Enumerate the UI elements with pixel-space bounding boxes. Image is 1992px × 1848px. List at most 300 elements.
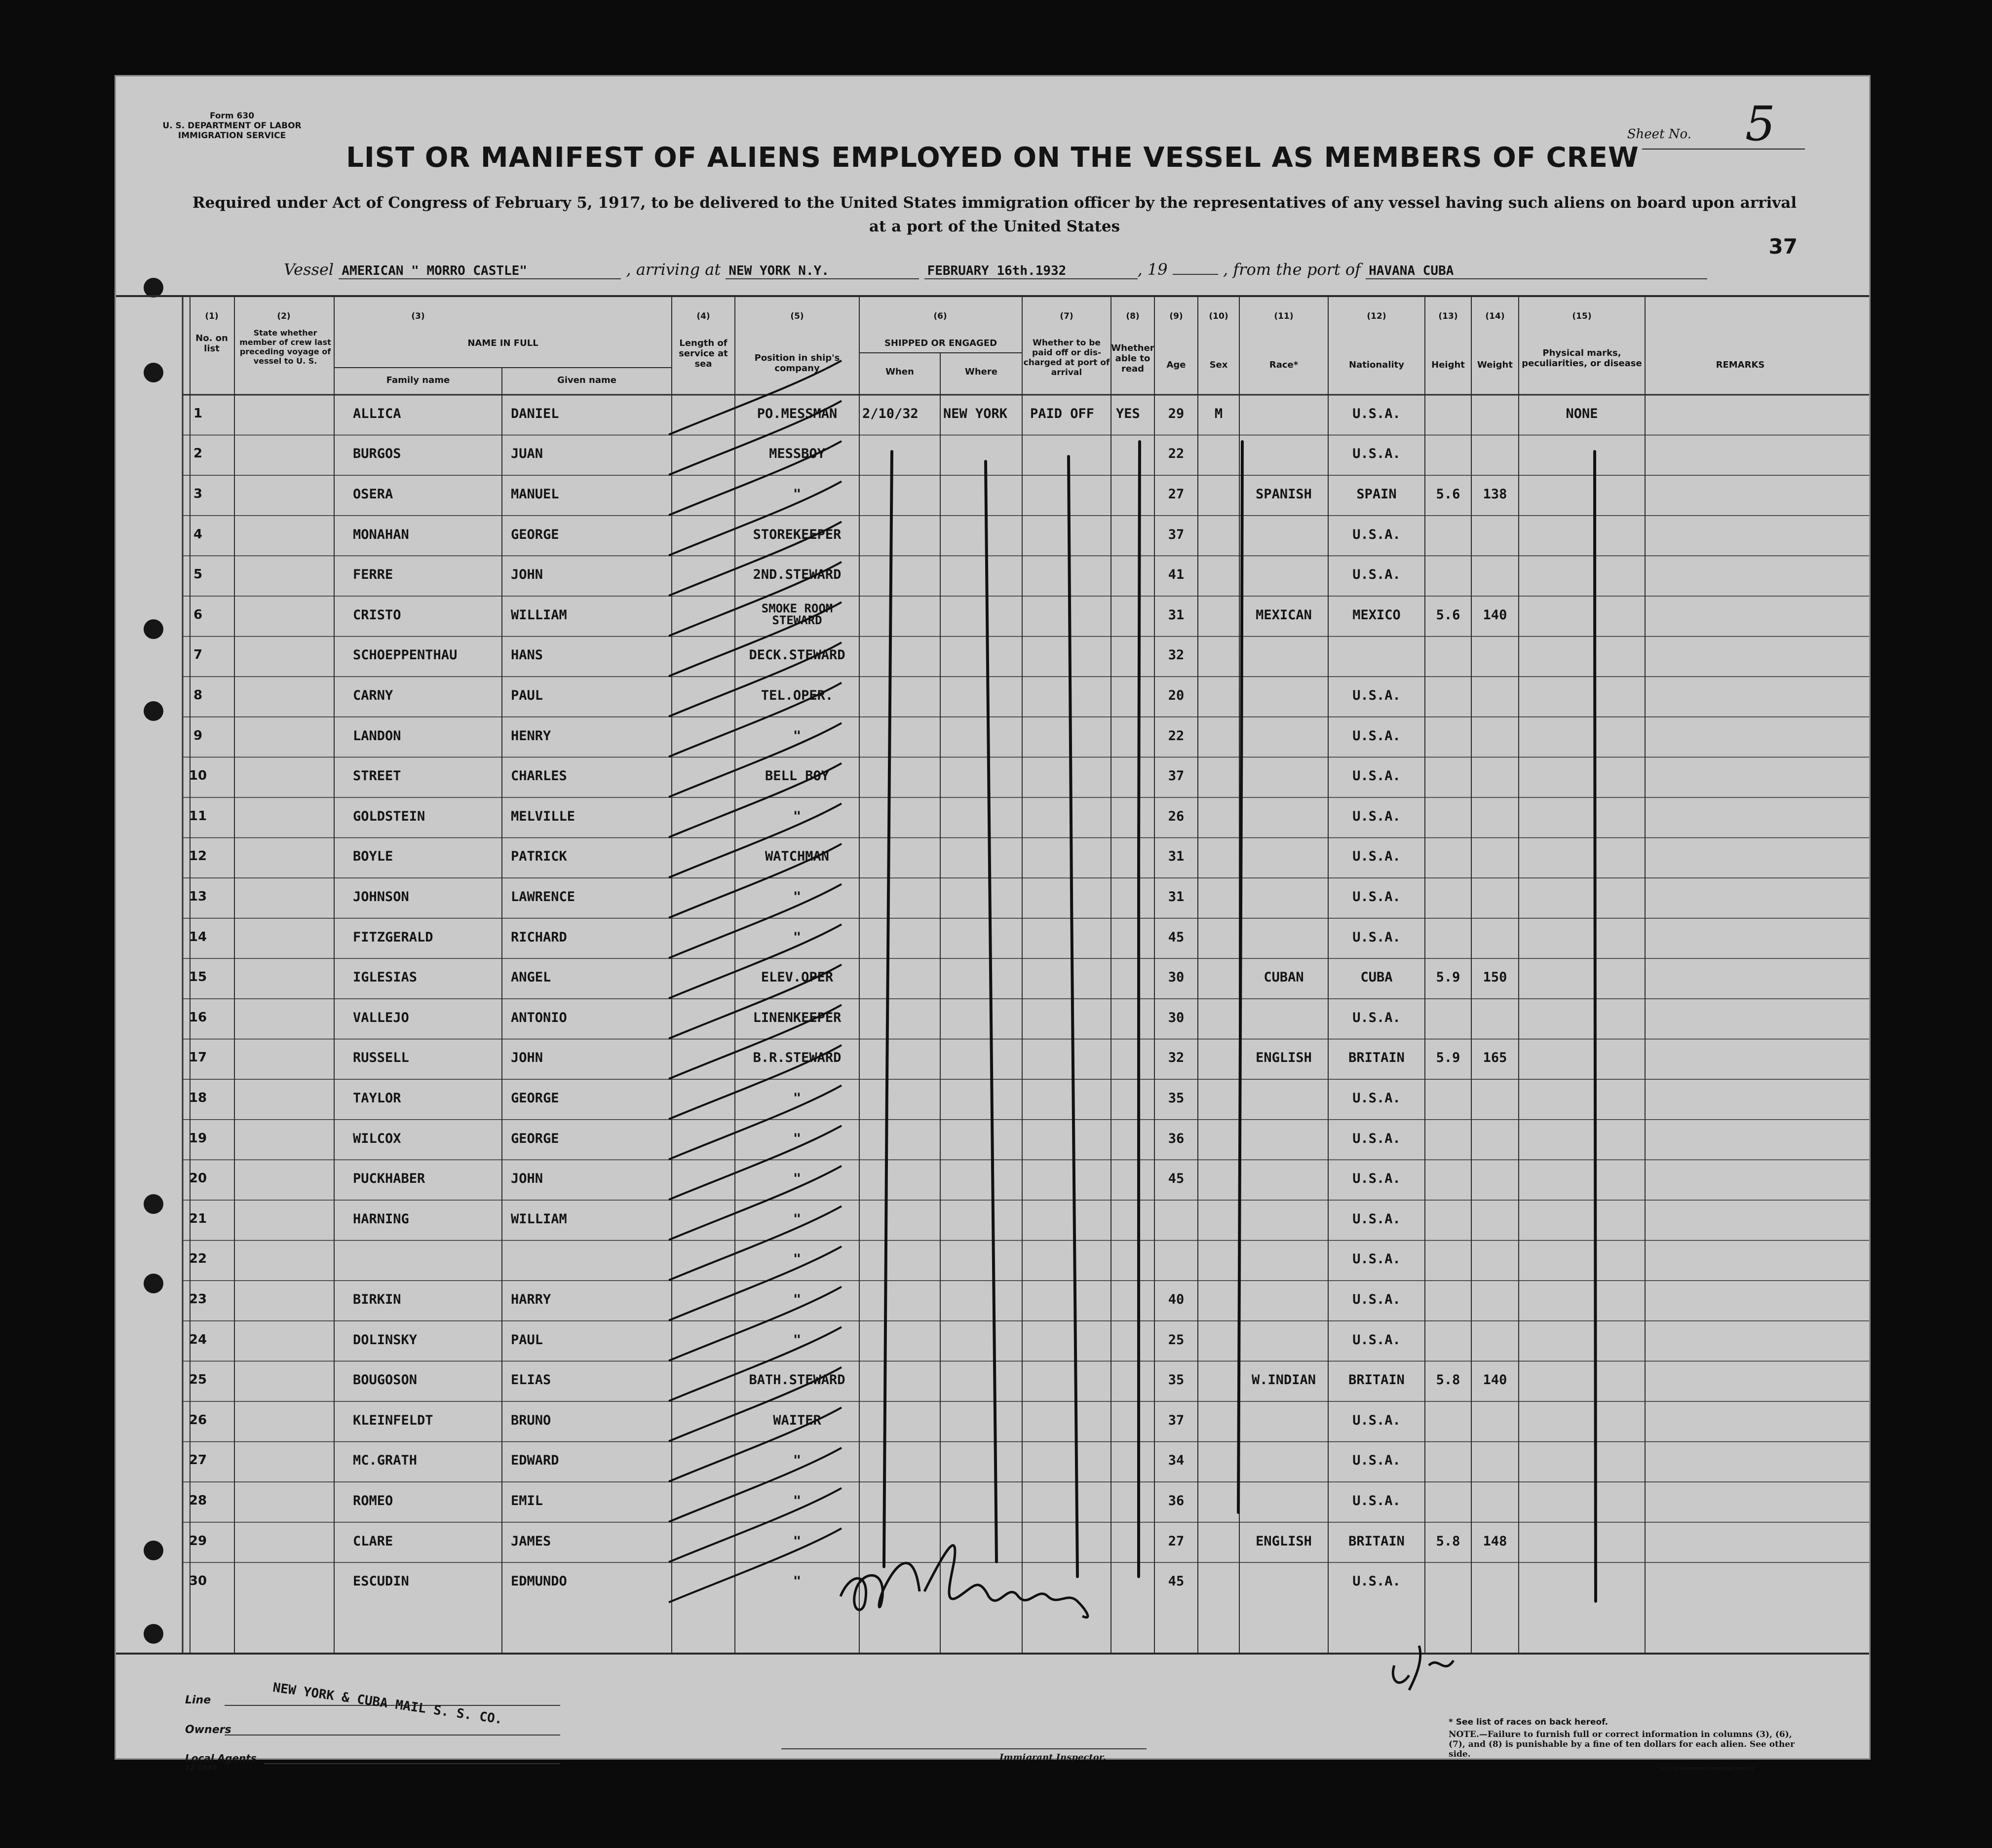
height-cell: 5.6 bbox=[1436, 607, 1460, 623]
row-number: 14 bbox=[189, 929, 207, 944]
row-number: 18 bbox=[189, 1091, 207, 1105]
given-name-cell: GEORGE bbox=[511, 1091, 559, 1106]
given-name-cell: MANUEL bbox=[511, 487, 559, 502]
age-cell: 27 bbox=[1168, 487, 1185, 502]
position-cell: 2ND.STEWARD bbox=[753, 567, 842, 583]
nationality-cell: U.S.A. bbox=[1352, 1574, 1401, 1589]
family-name-cell: MONAHAN bbox=[353, 527, 409, 542]
nationality-cell: U.S.A. bbox=[1352, 1010, 1401, 1025]
nationality-cell: BRITAIN bbox=[1348, 1372, 1405, 1388]
given-name-cell: PAUL bbox=[511, 1332, 543, 1348]
age-cell: 32 bbox=[1168, 1050, 1185, 1066]
service-slash-mark bbox=[669, 1327, 842, 1401]
family-name-cell: BURGOS bbox=[353, 446, 401, 462]
nationality-cell: U.S.A. bbox=[1352, 768, 1401, 784]
service-slash-mark bbox=[669, 1287, 842, 1361]
nationality-cell: U.S.A. bbox=[1352, 1453, 1401, 1469]
given-name-cell: CHARLES bbox=[511, 768, 567, 784]
sheet-number: 5 bbox=[1745, 96, 1775, 151]
nationality-cell: BRITAIN bbox=[1348, 1533, 1405, 1549]
inspector-label: Immigrant Inspector. bbox=[999, 1752, 1106, 1763]
service-slash-mark bbox=[669, 1528, 842, 1602]
age-cell: 25 bbox=[1168, 1332, 1185, 1348]
position-cell: " bbox=[793, 728, 802, 744]
header-weight: Weight bbox=[1477, 360, 1513, 370]
height-cell: 5.8 bbox=[1436, 1533, 1460, 1549]
nationality-cell: U.S.A. bbox=[1352, 1493, 1401, 1509]
family-name-cell: GOLDSTEIN bbox=[353, 808, 425, 824]
column-number: (5) bbox=[790, 311, 804, 321]
height-cell: 5.6 bbox=[1436, 487, 1460, 502]
vessel-label: Vessel bbox=[284, 260, 334, 279]
header-where: Where bbox=[965, 367, 997, 377]
age-cell: 35 bbox=[1168, 1091, 1185, 1106]
nationality-cell: U.S.A. bbox=[1352, 728, 1401, 744]
nationality-cell: U.S.A. bbox=[1352, 849, 1401, 865]
age-cell: 36 bbox=[1168, 1131, 1185, 1146]
service-slash-mark bbox=[669, 683, 842, 757]
age-cell: 31 bbox=[1168, 607, 1185, 623]
row-number: 6 bbox=[193, 607, 203, 622]
column-number: (11) bbox=[1274, 311, 1294, 321]
service-slash-mark bbox=[669, 1005, 842, 1079]
manifest-sheet bbox=[115, 75, 1871, 1772]
nationality-cell: SPAIN bbox=[1356, 487, 1397, 502]
manifest-title: LIST OR MANIFEST OF ALIENS EMPLOYED ON THE VESSEL AS MEMBERS OF CREW bbox=[346, 142, 1639, 174]
line-stamp: NEW YORK & CUBA MAIL S. S. CO. bbox=[271, 1680, 504, 1728]
row-number: 26 bbox=[189, 1412, 207, 1428]
row-number: 3 bbox=[193, 487, 203, 501]
age-cell: 29 bbox=[1168, 406, 1185, 421]
age-cell: 27 bbox=[1168, 1533, 1185, 1549]
ditto-line-marks bbox=[1595, 452, 1596, 1601]
nationality-cell: BRITAIN bbox=[1348, 1050, 1405, 1066]
age-cell: 32 bbox=[1168, 647, 1185, 663]
service-slash-mark bbox=[669, 1126, 842, 1200]
nationality-cell: U.S.A. bbox=[1352, 808, 1401, 824]
when-cell: 2/10/32 bbox=[862, 406, 919, 421]
length-of-service-slashes bbox=[669, 361, 842, 1602]
physical-marks-cell: NONE bbox=[1566, 406, 1598, 421]
nationality-cell: U.S.A. bbox=[1352, 688, 1401, 703]
position-cell: WAITER bbox=[773, 1412, 821, 1428]
family-name-cell: WILCOX bbox=[353, 1131, 401, 1146]
row-number: 28 bbox=[189, 1493, 207, 1508]
weight-cell: 165 bbox=[1483, 1050, 1507, 1066]
service-slash-mark bbox=[669, 1086, 842, 1160]
row-number: 8 bbox=[193, 688, 203, 703]
family-name-cell: MC.GRATH bbox=[353, 1453, 418, 1469]
family-name-cell: CARNY bbox=[353, 688, 393, 703]
row-number: 22 bbox=[189, 1251, 207, 1267]
family-name-cell: PUCKHABER bbox=[353, 1171, 425, 1187]
height-cell: 5.8 bbox=[1436, 1372, 1460, 1388]
given-name-cell: ANTONIO bbox=[511, 1010, 567, 1025]
age-cell: 37 bbox=[1168, 527, 1185, 542]
given-name-cell: HANS bbox=[511, 647, 543, 663]
row-number: 5 bbox=[193, 567, 203, 582]
position-cell: STOREKEEPER bbox=[753, 527, 842, 542]
age-cell: 22 bbox=[1168, 446, 1185, 462]
age-cell: 37 bbox=[1168, 768, 1185, 784]
position-cell: " bbox=[793, 1091, 802, 1106]
row-number: 16 bbox=[189, 1010, 207, 1025]
given-name-cell: MELVILLE bbox=[511, 808, 575, 824]
given-name-cell: LAWRENCE bbox=[511, 889, 575, 905]
where-cell: NEW YORK bbox=[943, 406, 1008, 421]
weight-cell: 148 bbox=[1483, 1533, 1507, 1549]
position-cell: " bbox=[793, 1171, 802, 1187]
age-cell: 40 bbox=[1168, 1292, 1185, 1307]
service-slash-mark bbox=[669, 723, 842, 797]
header-age: Age bbox=[1166, 360, 1186, 370]
header-position: Position in ship's company bbox=[754, 353, 840, 374]
service-slash-mark bbox=[669, 1166, 842, 1240]
column-number: (8) bbox=[1126, 311, 1140, 321]
row-number: 7 bbox=[193, 647, 203, 663]
row-number: 24 bbox=[189, 1332, 207, 1347]
row-number: 27 bbox=[189, 1453, 207, 1468]
sex-cell: M bbox=[1214, 406, 1223, 421]
family-name-cell: FITZGERALD bbox=[353, 929, 433, 945]
manifest-subtitle: Required under Act of Congress of February 5, 1917, to be delivered to the United States immigration officer by the representatives of any vessel having such aliens on board upon arrival at a port of the United States bbox=[192, 194, 1797, 235]
given-name-cell: GEORGE bbox=[511, 1131, 559, 1146]
family-name-cell: SCHOEPPENTHAU bbox=[353, 647, 458, 663]
column-number: (15) bbox=[1572, 311, 1592, 321]
arriving-port-field: NEW YORK N.Y. bbox=[726, 264, 919, 279]
position-cell: " bbox=[793, 1574, 802, 1589]
failure-note: NOTE.—Failure to furnish full or correct information in columns (3), (6), (7), and (8) is punishable by a fine of ten dollars for each alien. See other side. bbox=[1449, 1730, 1795, 1759]
row-number: 15 bbox=[189, 970, 207, 985]
nationality-cell: U.S.A. bbox=[1352, 1131, 1401, 1146]
family-name-cell: BOUGOSON bbox=[353, 1372, 418, 1388]
given-name-cell: JUAN bbox=[511, 446, 543, 462]
position-cell: MESSBOY bbox=[769, 446, 825, 462]
nationality-cell: U.S.A. bbox=[1352, 446, 1401, 462]
position-cell: " bbox=[793, 1211, 802, 1227]
row-number: 17 bbox=[189, 1050, 207, 1065]
family-name-cell: FERRE bbox=[353, 567, 393, 583]
able-read-cell: YES bbox=[1116, 406, 1140, 421]
family-name-cell: ROMEO bbox=[353, 1493, 393, 1509]
family-name-cell: BIRKIN bbox=[353, 1292, 401, 1307]
race-cell: MEXICAN bbox=[1256, 607, 1312, 623]
header-sex: Sex bbox=[1209, 360, 1228, 370]
family-name-cell: ESCUDIN bbox=[353, 1574, 409, 1589]
from-port-label: , from the port of bbox=[1223, 260, 1361, 279]
given-name-cell: HENRY bbox=[511, 728, 551, 744]
given-name-cell: RICHARD bbox=[511, 929, 567, 945]
form-number: Form 630 bbox=[209, 111, 255, 121]
family-name-cell: KLEINFELDT bbox=[353, 1412, 433, 1428]
age-cell: 41 bbox=[1168, 567, 1185, 583]
service-slash-mark bbox=[669, 441, 842, 515]
row-number: 11 bbox=[189, 808, 207, 824]
family-name-cell: BOYLE bbox=[353, 849, 393, 865]
family-name-cell: LANDON bbox=[353, 728, 401, 744]
race-cell: SPANISH bbox=[1256, 487, 1312, 502]
row-number: 19 bbox=[189, 1131, 207, 1146]
position-cell: " bbox=[793, 1131, 802, 1146]
height-cell: 5.9 bbox=[1436, 970, 1460, 985]
family-name-cell: TAYLOR bbox=[353, 1091, 401, 1106]
row-number: 30 bbox=[189, 1574, 207, 1589]
handwriting-overlay bbox=[116, 76, 1869, 1758]
row-number: 25 bbox=[189, 1372, 207, 1388]
nationality-cell: U.S.A. bbox=[1352, 406, 1401, 421]
arriving-label: , arriving at bbox=[626, 260, 721, 279]
given-name-cell: JOHN bbox=[511, 567, 543, 583]
row-number: 21 bbox=[189, 1211, 207, 1226]
age-cell: 22 bbox=[1168, 728, 1185, 744]
position-cell: " bbox=[793, 1292, 802, 1307]
service-slash-mark bbox=[669, 1448, 842, 1522]
service-slash-mark bbox=[669, 1488, 842, 1562]
service-slash-mark bbox=[669, 763, 842, 837]
age-cell: 45 bbox=[1168, 1574, 1185, 1589]
given-name-cell: JAMES bbox=[511, 1533, 551, 1549]
printer-imprint: U. S. GOVERNMENT PRINTING OFFICE bbox=[1661, 1767, 1755, 1772]
service-slash-mark bbox=[669, 1206, 842, 1280]
column-number: (2) bbox=[277, 311, 291, 321]
nationality-cell: U.S.A. bbox=[1352, 1251, 1401, 1267]
service-name: IMMIGRATION SERVICE bbox=[178, 131, 286, 141]
position-cell: LINENKEEPER bbox=[753, 1010, 842, 1025]
race-cell: ENGLISH bbox=[1256, 1050, 1312, 1066]
position-cell: " bbox=[793, 1453, 802, 1469]
given-name-cell: EMIL bbox=[511, 1493, 543, 1509]
header-name-in-full: NAME IN FULL bbox=[467, 338, 538, 348]
column-number: (3) bbox=[411, 311, 425, 321]
age-cell: 31 bbox=[1168, 889, 1185, 905]
header-race: Race* bbox=[1269, 360, 1299, 370]
race-cell: W.INDIAN bbox=[1251, 1372, 1316, 1388]
position-cell: " bbox=[793, 1332, 802, 1348]
position-cell: TEL.OPER. bbox=[761, 688, 834, 703]
header-paid-off: Whether to be paid off or dis-charged at port of arrival bbox=[1023, 338, 1110, 377]
row-number: 4 bbox=[193, 527, 203, 542]
service-slash-mark bbox=[669, 803, 842, 877]
row-number: 9 bbox=[193, 728, 203, 743]
ditto-line-sex bbox=[1238, 442, 1242, 1512]
ditto-line-paid bbox=[1069, 456, 1077, 1577]
page-number: 37 bbox=[1768, 234, 1798, 259]
family-name-cell: OSERA bbox=[353, 487, 393, 502]
column-number: (1) bbox=[205, 311, 219, 321]
service-slash-mark bbox=[669, 884, 842, 958]
nationality-cell: U.S.A. bbox=[1352, 1292, 1401, 1307]
service-slash-mark bbox=[669, 1246, 842, 1320]
position-cell: " bbox=[793, 1251, 802, 1267]
department-name: U. S. DEPARTMENT OF LABOR bbox=[162, 121, 302, 131]
service-slash-mark bbox=[669, 924, 842, 998]
nationality-cell: U.S.A. bbox=[1352, 1091, 1401, 1106]
family-name-cell: DOLINSKY bbox=[353, 1332, 418, 1348]
given-name-cell: PATRICK bbox=[511, 849, 567, 865]
age-cell: 20 bbox=[1168, 688, 1185, 703]
line-label: Line bbox=[185, 1694, 211, 1706]
races-note: * See list of races on back hereof. bbox=[1449, 1717, 1609, 1727]
row-number: 13 bbox=[189, 889, 207, 904]
position-cell: BELL BOY bbox=[765, 768, 830, 784]
given-name-cell: GEORGE bbox=[511, 527, 559, 542]
given-name-cell: HARRY bbox=[511, 1292, 551, 1307]
service-slash-mark bbox=[669, 642, 842, 717]
position-cell: SMOKE ROOM STEWARD bbox=[761, 601, 833, 627]
age-cell: 26 bbox=[1168, 808, 1185, 824]
age-cell: 34 bbox=[1168, 1453, 1185, 1469]
header-shipped-engaged: SHIPPED OR ENGAGED bbox=[884, 338, 997, 348]
family-name-cell: RUSSELL bbox=[353, 1050, 409, 1066]
header-when: When bbox=[885, 367, 914, 377]
service-slash-mark bbox=[669, 522, 842, 596]
weight-cell: 150 bbox=[1483, 970, 1507, 985]
ditto-lines bbox=[884, 442, 1596, 1601]
age-cell: 45 bbox=[1168, 929, 1185, 945]
given-name-cell: WILLIAM bbox=[511, 607, 567, 623]
service-slash-mark bbox=[669, 401, 842, 475]
weight-cell: 140 bbox=[1483, 607, 1507, 623]
position-cell: " bbox=[793, 929, 802, 945]
family-name-cell: CRISTO bbox=[353, 607, 401, 623]
given-name-cell: DANIEL bbox=[511, 406, 559, 421]
age-cell: 45 bbox=[1168, 1171, 1185, 1187]
local-agents-label: Local Agents bbox=[185, 1752, 257, 1764]
column-number: (12) bbox=[1367, 311, 1386, 321]
nationality-cell: U.S.A. bbox=[1352, 1412, 1401, 1428]
nationality-cell: U.S.A. bbox=[1352, 929, 1401, 945]
weight-cell: 138 bbox=[1483, 487, 1507, 502]
position-cell: BATH.STEWARD bbox=[749, 1372, 845, 1388]
position-cell: DECK.STEWARD bbox=[749, 647, 845, 663]
age-cell: 35 bbox=[1168, 1372, 1185, 1388]
header-state-whether: State whether member of crew last preceding voyage of vessel to U. S. bbox=[239, 328, 331, 366]
row-number: 10 bbox=[189, 768, 207, 784]
service-slash-mark bbox=[669, 562, 842, 636]
given-name-cell: ELIAS bbox=[511, 1372, 551, 1388]
position-cell: B.R.STEWARD bbox=[753, 1050, 842, 1066]
given-name-cell: JOHN bbox=[511, 1050, 543, 1066]
age-cell: 30 bbox=[1168, 1010, 1185, 1025]
paid-off-cell: PAID OFF bbox=[1030, 406, 1095, 421]
service-slash-mark bbox=[669, 1407, 842, 1481]
header-nationality: Nationality bbox=[1349, 360, 1404, 370]
header-no-on-list: No. on list bbox=[195, 333, 228, 354]
row-number: 1 bbox=[193, 406, 203, 421]
nationality-cell: U.S.A. bbox=[1352, 527, 1401, 542]
column-number: (9) bbox=[1169, 311, 1183, 321]
given-name-cell: WILLIAM bbox=[511, 1211, 567, 1227]
row-number: 12 bbox=[189, 849, 207, 864]
position-cell: " bbox=[793, 889, 802, 905]
inspector-initials bbox=[1379, 1636, 1458, 1700]
age-cell: 37 bbox=[1168, 1412, 1185, 1428]
given-name-cell: PAUL bbox=[511, 688, 543, 703]
vessel-name-field: AMERICAN " MORRO CASTLE" bbox=[339, 264, 621, 279]
race-cell: CUBAN bbox=[1264, 970, 1304, 985]
nationality-cell: MEXICO bbox=[1352, 607, 1401, 623]
sheet-label: Sheet No. bbox=[1627, 127, 1691, 142]
family-name-cell: HARNING bbox=[353, 1211, 409, 1227]
ditto-line-when bbox=[884, 452, 892, 1567]
column-number: (4) bbox=[696, 311, 710, 321]
column-number: (10) bbox=[1209, 311, 1228, 321]
age-cell: 31 bbox=[1168, 849, 1185, 865]
service-slash-mark bbox=[669, 844, 842, 918]
given-name-cell: JOHN bbox=[511, 1171, 543, 1187]
row-number: 29 bbox=[189, 1533, 207, 1548]
service-slash-mark bbox=[669, 602, 842, 676]
inspector-rule bbox=[781, 1748, 1147, 1749]
nationality-cell: U.S.A. bbox=[1352, 1332, 1401, 1348]
family-name-cell: ALLICA bbox=[353, 406, 401, 421]
ditto-line-read bbox=[1138, 442, 1140, 1577]
column-number: (6) bbox=[933, 311, 947, 321]
local-agents-rule bbox=[264, 1763, 560, 1764]
from-port-field: HAVANA CUBA bbox=[1366, 264, 1707, 279]
family-name-cell: STREET bbox=[353, 768, 401, 784]
height-cell: 5.9 bbox=[1436, 1050, 1460, 1066]
family-name-cell: CLARE bbox=[353, 1533, 393, 1549]
position-cell: PO.MESSMAN bbox=[757, 406, 838, 421]
family-name-cell: VALLEJO bbox=[353, 1010, 409, 1025]
position-cell: " bbox=[793, 487, 802, 502]
header-given-name: Given name bbox=[557, 375, 616, 385]
ditto-line-where bbox=[986, 461, 996, 1562]
header-physical-marks: Physical marks, peculiarities, or disease bbox=[1522, 348, 1642, 369]
given-name-cell: ANGEL bbox=[511, 970, 551, 985]
family-name-cell: JOHNSON bbox=[353, 889, 409, 905]
position-cell: " bbox=[793, 808, 802, 824]
nationality-cell: U.S.A. bbox=[1352, 567, 1401, 583]
position-cell: " bbox=[793, 1493, 802, 1509]
race-cell: ENGLISH bbox=[1256, 1533, 1312, 1549]
form-code: 12-1949 bbox=[185, 1764, 217, 1772]
given-name-cell: BRUNO bbox=[511, 1412, 551, 1428]
nationality-cell: U.S.A. bbox=[1352, 1171, 1401, 1187]
year-suffix-label: , 19 bbox=[1137, 260, 1168, 279]
header-able-read: Whether able to read bbox=[1111, 343, 1154, 374]
weight-cell: 140 bbox=[1483, 1372, 1507, 1388]
service-slash-mark bbox=[669, 482, 842, 556]
given-name-cell: EDMUNDO bbox=[511, 1574, 567, 1589]
service-slash-mark bbox=[669, 361, 842, 435]
inspector-signature bbox=[831, 1522, 1107, 1626]
nationality-cell: CUBA bbox=[1360, 970, 1393, 985]
service-slash-mark bbox=[669, 965, 842, 1039]
column-number: (14) bbox=[1485, 311, 1505, 321]
column-number: (13) bbox=[1438, 311, 1458, 321]
owners-label: Owners bbox=[185, 1724, 231, 1736]
row-number: 20 bbox=[189, 1171, 207, 1186]
nationality-cell: U.S.A. bbox=[1352, 1211, 1401, 1227]
service-slash-mark bbox=[669, 1045, 842, 1119]
position-cell: WATCHMAN bbox=[765, 849, 830, 865]
service-slash-mark bbox=[669, 1367, 842, 1441]
age-cell: 36 bbox=[1168, 1493, 1185, 1509]
position-cell: ELEV.OPER bbox=[761, 970, 834, 985]
row-number: 23 bbox=[189, 1292, 207, 1307]
arrival-date-field: FEBRUARY 16th.1932 bbox=[924, 264, 1138, 279]
column-number: (7) bbox=[1060, 311, 1073, 321]
age-cell: 30 bbox=[1168, 970, 1185, 985]
row-number: 2 bbox=[193, 446, 203, 461]
header-height: Height bbox=[1431, 360, 1465, 370]
header-remarks: REMARKS bbox=[1716, 360, 1765, 370]
header-family-name: Family name bbox=[386, 375, 450, 385]
given-name-cell: EDWARD bbox=[511, 1453, 559, 1469]
nationality-cell: U.S.A. bbox=[1352, 889, 1401, 905]
